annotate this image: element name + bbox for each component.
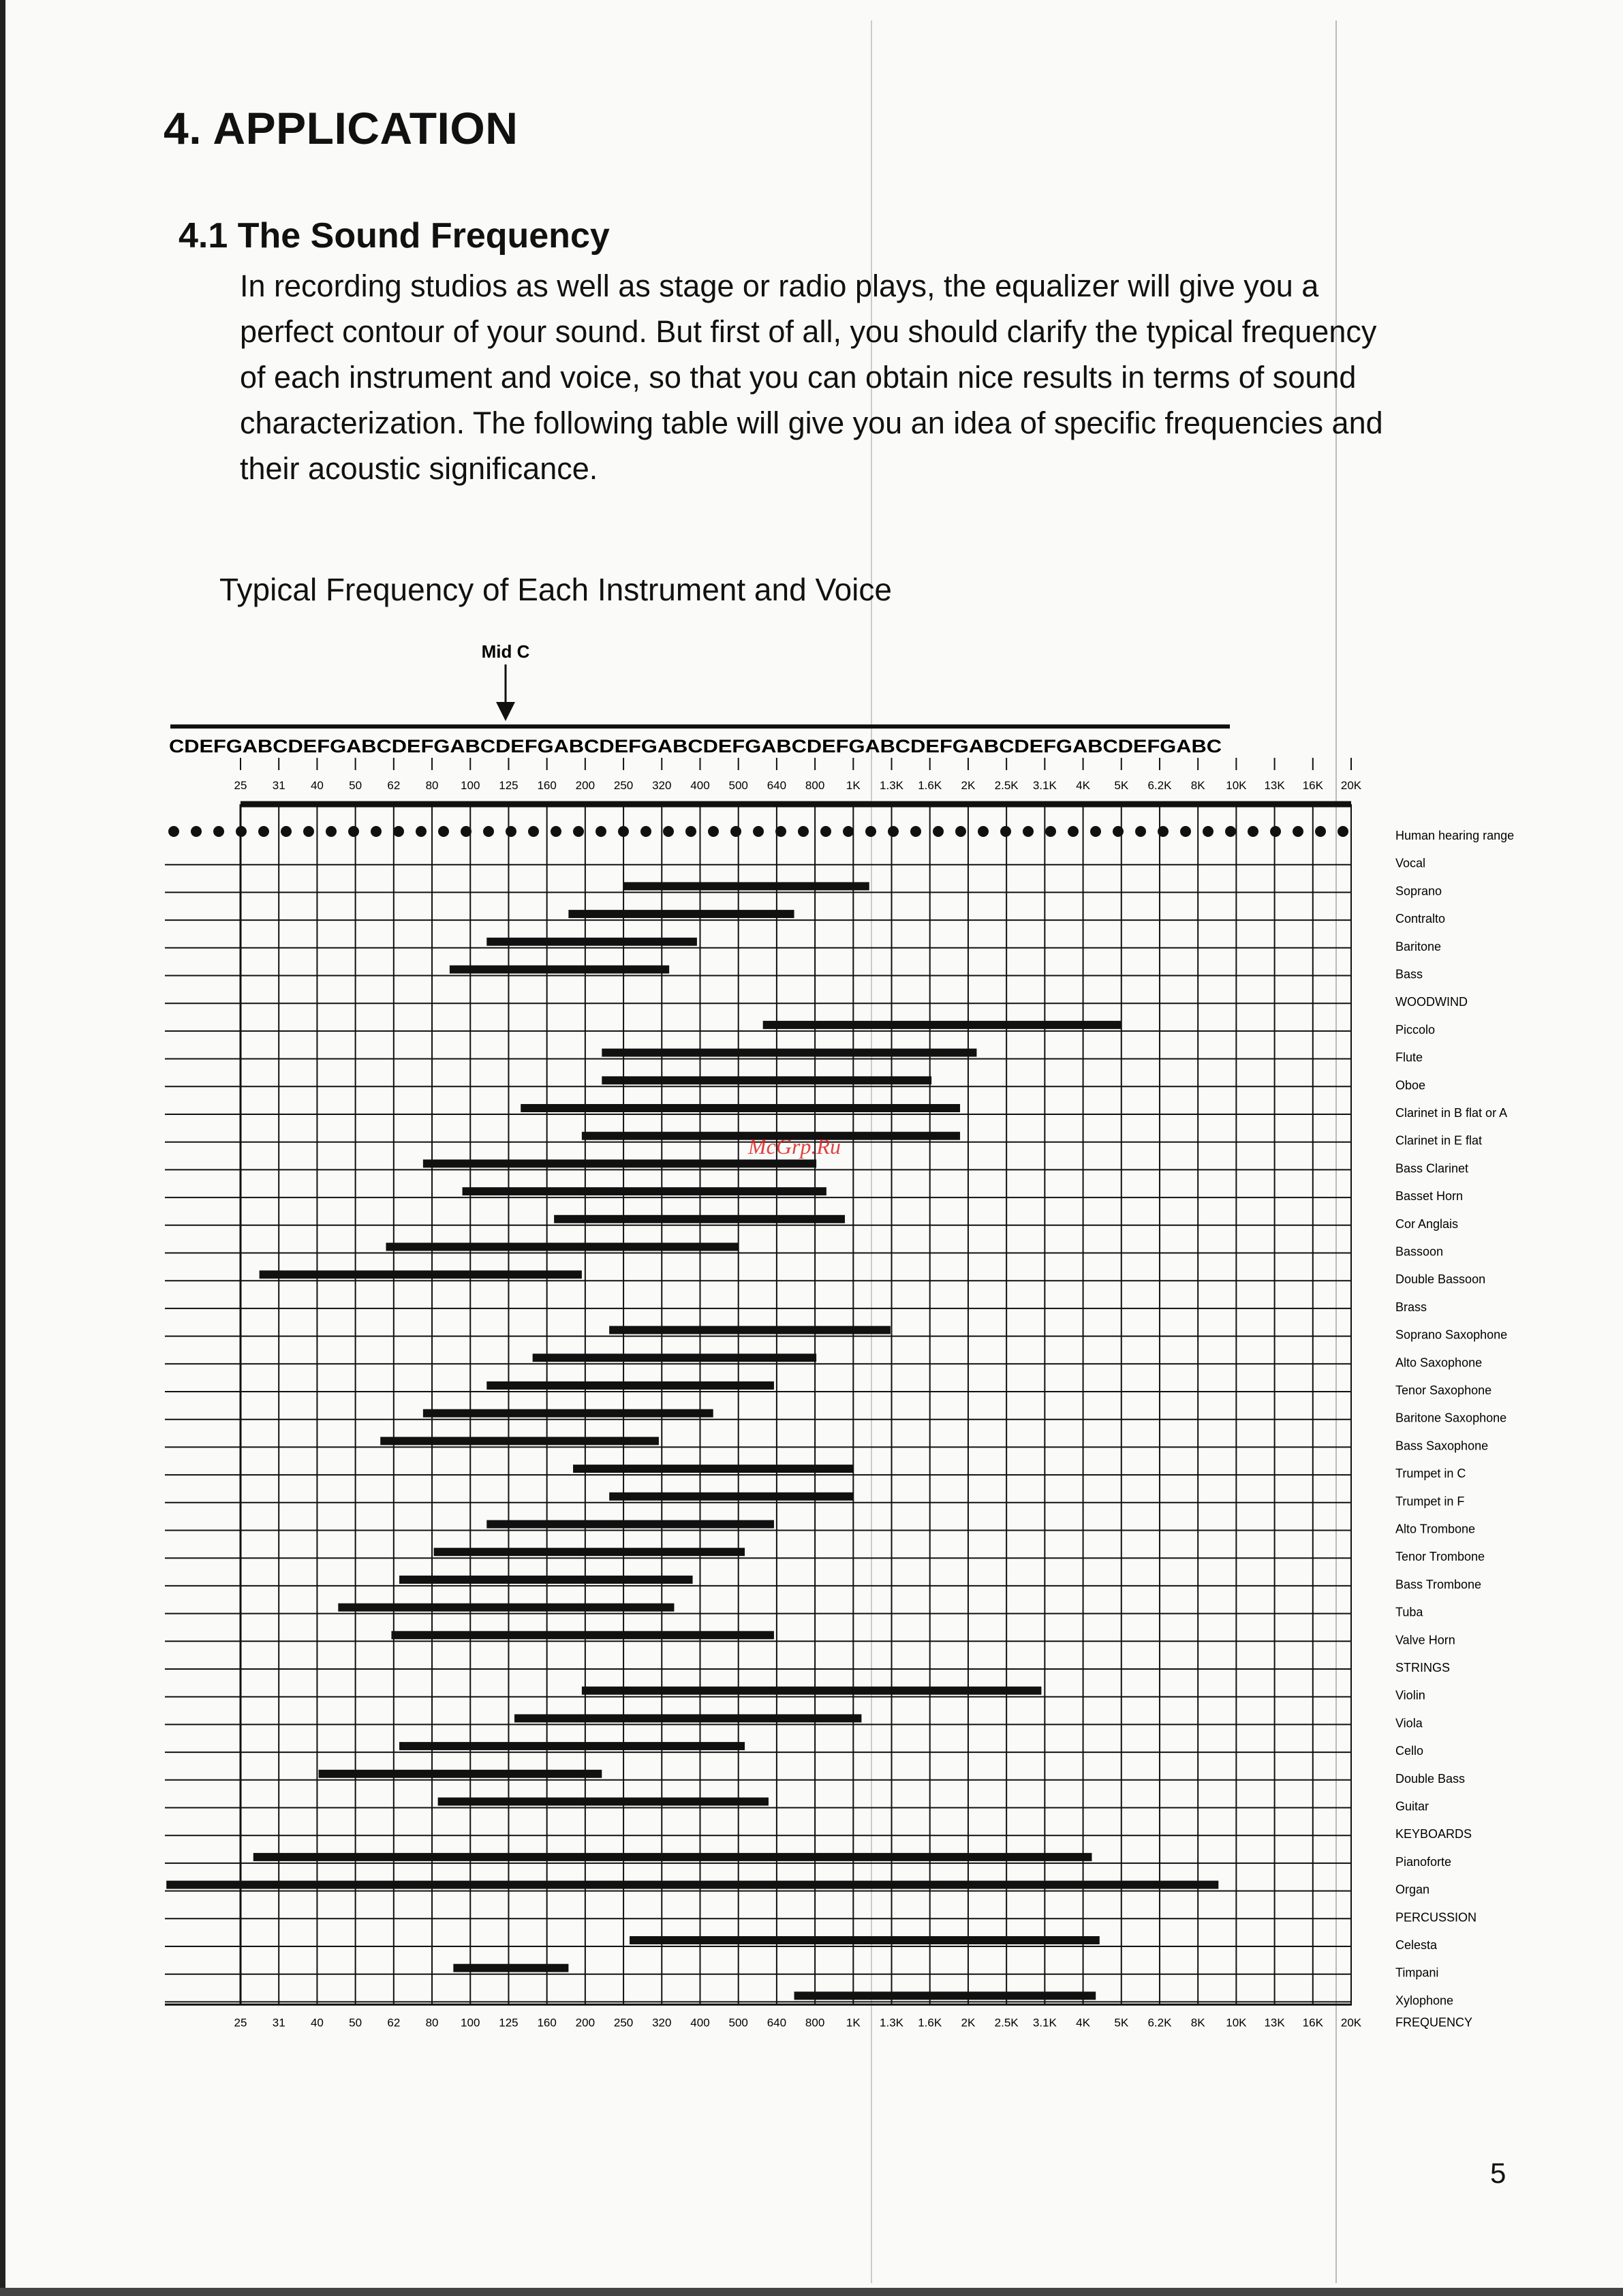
row-label: Viola xyxy=(1395,1716,1423,1730)
range-bar-bassoon xyxy=(386,1243,738,1251)
hearing-range-dot xyxy=(1068,826,1079,837)
mid-c-arrow-head xyxy=(496,702,515,721)
range-bar-double-bass xyxy=(319,1770,602,1778)
range-bar-tenor-trombone xyxy=(434,1548,745,1556)
range-bar-organ xyxy=(166,1881,1218,1889)
range-bar-clarinet-in-b-flat-or-a xyxy=(521,1104,960,1112)
row-label: Clarinet in E flat xyxy=(1395,1133,1483,1148)
top-tick-label: 31 xyxy=(272,779,285,792)
hearing-range-dot xyxy=(640,826,651,837)
top-tick-label: 4K xyxy=(1076,779,1090,792)
subsection-heading: 4.1 The Sound Frequency xyxy=(179,216,610,256)
bottom-tick-label: 500 xyxy=(728,2016,748,2030)
range-bar-bass xyxy=(450,966,669,974)
hearing-range-dot xyxy=(955,826,966,837)
hearing-range-dot xyxy=(933,826,944,837)
top-tick-label: 1.6K xyxy=(918,779,942,792)
row-label: Bass Saxophone xyxy=(1395,1439,1489,1453)
hearing-range-dot xyxy=(326,826,337,837)
range-bar-double-bassoon xyxy=(260,1270,582,1279)
bottom-tick-label: 20K xyxy=(1340,2016,1362,2030)
hearing-range-dot xyxy=(1315,826,1326,837)
hearing-range-dot xyxy=(236,826,247,837)
row-label: Clarinet in B flat or A xyxy=(1395,1106,1508,1120)
bottom-tick-label: 200 xyxy=(575,2016,596,2030)
hearing-range-dot xyxy=(1045,826,1056,837)
row-label: Bass xyxy=(1395,967,1423,981)
hearing-range-dot xyxy=(461,826,472,837)
top-tick-label: 40 xyxy=(310,779,324,792)
top-tick-label: 2.5K xyxy=(994,779,1019,792)
hearing-range-dot xyxy=(416,826,427,837)
note-letters: CDEFGABCDEFGABCDEFGABCDEFGABCDEFGABCDEFGABCDEFGABCDEFGABCDEFGABCDEFGABC xyxy=(169,736,1222,756)
bottom-tick-label: 1K xyxy=(846,2016,861,2030)
bottom-tick-label: 8K xyxy=(1190,2016,1205,2030)
paragraph-line: In recording studios as well as stage or radio plays, the equalizer will give you a xyxy=(240,269,1319,303)
hearing-range-dot xyxy=(281,826,292,837)
chart-title: Typical Frequency of Each Instrument and Voice xyxy=(219,572,892,607)
hearing-range-dot xyxy=(910,826,921,837)
section-heading: 4. APPLICATION xyxy=(164,103,519,153)
hearing-range-dot xyxy=(258,826,269,837)
top-tick-label: 1K xyxy=(846,779,861,792)
range-bar-alto-trombone xyxy=(486,1520,774,1529)
hearing-range-dot xyxy=(191,826,202,837)
row-label: Contralto xyxy=(1395,912,1446,926)
bottom-tick-label: 3.1K xyxy=(1032,2016,1057,2030)
top-tick-label: 125 xyxy=(499,779,519,792)
hearing-range-dot xyxy=(1270,826,1281,837)
bottom-tick-label: 5K xyxy=(1114,2016,1129,2030)
bottom-tick-label: 800 xyxy=(805,2016,825,2030)
mid-c-label: Mid C xyxy=(481,641,530,662)
row-label: Oboe xyxy=(1395,1078,1426,1092)
hearing-range-dot xyxy=(1293,826,1303,837)
range-bar-xylophone xyxy=(794,1991,1096,2000)
row-label: Xylophone xyxy=(1395,1993,1454,2008)
hearing-range-dot xyxy=(978,826,989,837)
bottom-tick-label: 16K xyxy=(1302,2016,1323,2030)
row-label: Organ xyxy=(1395,1882,1430,1897)
hearing-range-dot xyxy=(888,826,899,837)
hearing-range-dot xyxy=(1180,826,1191,837)
row-label: Soprano Saxophone xyxy=(1395,1328,1508,1342)
hearing-range-dot xyxy=(1248,826,1258,837)
range-bar-viola xyxy=(514,1714,861,1722)
hearing-range-dot xyxy=(1338,826,1348,837)
range-bar-baritone xyxy=(486,938,697,946)
row-label: Double Bass xyxy=(1395,1771,1466,1786)
bottom-tick-label: 13K xyxy=(1264,2016,1285,2030)
top-tick-label: 62 xyxy=(387,779,401,792)
hearing-range-dot xyxy=(663,826,674,837)
range-bar-violin xyxy=(582,1687,1042,1695)
hearing-range-dot xyxy=(348,826,359,837)
paragraph-line: perfect contour of your sound. But first of all, you should clarify the typical frequency xyxy=(240,314,1377,349)
range-bar-oboe xyxy=(602,1076,931,1084)
row-label: Tenor Trombone xyxy=(1395,1550,1485,1564)
range-bar-cor-anglais xyxy=(554,1215,845,1223)
range-bar-piccolo xyxy=(763,1021,1121,1029)
bottom-tick-label: 6.2K xyxy=(1147,2016,1172,2030)
range-bar-baritone-saxophone xyxy=(423,1409,713,1418)
range-bar-tuba xyxy=(338,1604,674,1612)
row-label: Vocal xyxy=(1395,856,1426,870)
bottom-tick-label: 320 xyxy=(652,2016,672,2030)
hearing-range-dot xyxy=(843,826,854,837)
range-bar-timpani xyxy=(453,1964,568,1972)
top-tick-label: 20K xyxy=(1340,779,1362,792)
bottom-tick-label: 31 xyxy=(272,2016,285,2030)
top-tick-label: 500 xyxy=(728,779,748,792)
hearing-range-dot xyxy=(820,826,831,837)
hearing-range-dot xyxy=(528,826,539,837)
hearing-range-dot xyxy=(708,826,719,837)
range-bar-tenor-saxophone xyxy=(486,1381,774,1390)
row-label: Bass Clarinet xyxy=(1395,1161,1469,1176)
range-bar-cello xyxy=(399,1742,745,1750)
row-label: WOODWIND xyxy=(1395,995,1468,1009)
top-tick-label: 200 xyxy=(575,779,596,792)
row-label: Pianoforte xyxy=(1395,1854,1452,1869)
bottom-tick-label: 125 xyxy=(499,2016,519,2030)
top-tick-label: 400 xyxy=(690,779,710,792)
hearing-range-dot xyxy=(168,826,179,837)
bottom-tick-label: 80 xyxy=(425,2016,439,2030)
row-label: Trumpet in F xyxy=(1395,1494,1465,1508)
row-label: Trumpet in C xyxy=(1395,1467,1466,1481)
range-bar-trumpet-in-c xyxy=(573,1465,853,1473)
row-label: Baritone xyxy=(1395,939,1442,953)
range-bar-alto-saxophone xyxy=(533,1353,816,1362)
watermark: McGrp.Ru xyxy=(748,1134,841,1159)
row-label: KEYBOARDS xyxy=(1395,1827,1472,1841)
hearing-range-dot xyxy=(775,826,786,837)
hearing-range-dot xyxy=(730,826,741,837)
range-bar-valve-horn xyxy=(391,1631,773,1639)
top-tick-label: 16K xyxy=(1302,779,1323,792)
bottom-tick-label: 250 xyxy=(613,2016,634,2030)
bottom-tick-label: 62 xyxy=(387,2016,401,2030)
top-tick-label: 6.2K xyxy=(1147,779,1172,792)
bottom-tick-label: 50 xyxy=(349,2016,362,2030)
paragraph-line: their acoustic significance. xyxy=(240,451,598,486)
row-label: Tuba xyxy=(1395,1605,1423,1619)
top-tick-label: 160 xyxy=(537,779,557,792)
bottom-tick-label: 1.6K xyxy=(918,2016,942,2030)
bottom-tick-label: 10K xyxy=(1226,2016,1247,2030)
top-tick-label: 80 xyxy=(425,779,439,792)
range-bar-pianoforte xyxy=(253,1853,1092,1861)
paragraph-line: characterization. The following table will give you an idea of specific frequencies and xyxy=(240,405,1383,440)
range-bar-guitar xyxy=(438,1798,769,1806)
hearing-range-dot xyxy=(1203,826,1214,837)
row-label: Guitar xyxy=(1395,1799,1429,1813)
hearing-range-dot xyxy=(1225,826,1236,837)
top-tick-label: 2K xyxy=(961,779,976,792)
row-label: Timpani xyxy=(1395,1965,1439,1980)
row-label: Baritone Saxophone xyxy=(1395,1411,1507,1425)
hearing-range-dot xyxy=(596,826,606,837)
hearing-range-dot xyxy=(865,826,876,837)
row-label: Valve Horn xyxy=(1395,1633,1455,1647)
hearing-range-dot xyxy=(1135,826,1146,837)
top-tick-label: 8K xyxy=(1190,779,1205,792)
range-bar-contralto xyxy=(568,910,794,918)
bottom-tick-label: 1.3K xyxy=(880,2016,904,2030)
bottom-tick-label: 640 xyxy=(767,2016,787,2030)
hearing-range-dot xyxy=(685,826,696,837)
row-label: Violin xyxy=(1395,1688,1425,1702)
hearing-range-dot xyxy=(393,826,404,837)
bottom-tick-label: 2.5K xyxy=(994,2016,1019,2030)
top-tick-label: 250 xyxy=(613,779,634,792)
row-label: Alto Trombone xyxy=(1395,1522,1476,1536)
bottom-tick-label: 25 xyxy=(234,2016,247,2030)
paragraph-line: of each instrument and voice, so that you can obtain nice results in terms of sound xyxy=(240,360,1357,395)
row-label: Bass Trombone xyxy=(1395,1577,1482,1591)
top-tick-label: 50 xyxy=(349,779,362,792)
row-label: Double Bassoon xyxy=(1395,1272,1486,1287)
hearing-range-dot xyxy=(506,826,516,837)
row-label: Human hearing range xyxy=(1395,829,1515,842)
hearing-range-dot xyxy=(1090,826,1101,837)
top-tick-label: 25 xyxy=(234,779,247,792)
x-axis-label: FREQUENCY xyxy=(1395,2015,1473,2030)
range-bar-flute xyxy=(602,1049,976,1057)
hearing-range-dot xyxy=(303,826,314,837)
top-tick-label: 1.3K xyxy=(880,779,904,792)
top-tick-label: 100 xyxy=(461,779,480,792)
range-bar-trumpet-in-f xyxy=(609,1493,853,1501)
hearing-range-dot xyxy=(438,826,449,837)
hearing-range-dot xyxy=(618,826,629,837)
row-label: Alto Saxophone xyxy=(1395,1356,1483,1370)
row-label: STRINGS xyxy=(1395,1661,1451,1674)
hearing-range-dot xyxy=(371,826,382,837)
row-label: Flute xyxy=(1395,1050,1423,1065)
top-tick-label: 10K xyxy=(1226,779,1247,792)
hearing-range-dot xyxy=(798,826,809,837)
range-bar-celesta xyxy=(630,1936,1100,1944)
range-bar-bass-trombone xyxy=(399,1576,693,1584)
hearing-range-dot xyxy=(573,826,584,837)
hearing-range-dot xyxy=(1000,826,1011,837)
row-label: Cor Anglais xyxy=(1395,1216,1459,1231)
range-bar-basset-horn xyxy=(463,1187,826,1195)
top-tick-label: 640 xyxy=(767,779,787,792)
bottom-tick-label: 100 xyxy=(461,2016,480,2030)
top-tick-label: 3.1K xyxy=(1032,779,1057,792)
row-label: Cello xyxy=(1395,1744,1424,1758)
top-tick-label: 13K xyxy=(1264,779,1285,792)
hearing-range-dot xyxy=(213,826,224,837)
row-label: Piccolo xyxy=(1395,1022,1436,1037)
page-number: 5 xyxy=(1490,2157,1506,2189)
scan-bottom-edge xyxy=(0,2288,1623,2296)
bottom-tick-label: 2K xyxy=(961,2016,976,2030)
range-bar-soprano-saxophone xyxy=(609,1326,891,1334)
bottom-tick-label: 400 xyxy=(690,2016,710,2030)
bottom-tick-label: 160 xyxy=(537,2016,557,2030)
hearing-range-dot xyxy=(483,826,494,837)
row-label: Soprano xyxy=(1395,884,1442,898)
hearing-range-dot xyxy=(551,826,561,837)
bottom-tick-label: 4K xyxy=(1076,2016,1090,2030)
top-tick-label: 5K xyxy=(1114,779,1129,792)
hearing-range-dot xyxy=(1158,826,1169,837)
range-bar-bass-saxophone xyxy=(380,1437,659,1445)
range-bar-soprano xyxy=(623,882,869,890)
row-label: Tenor Saxophone xyxy=(1395,1383,1492,1397)
top-tick-label: 800 xyxy=(805,779,825,792)
hearing-range-dot xyxy=(753,826,764,837)
row-label: Brass xyxy=(1395,1300,1427,1314)
top-tick-label: 320 xyxy=(652,779,672,792)
range-bar-bass-clarinet xyxy=(423,1159,816,1167)
row-label: PERCUSSION xyxy=(1395,1910,1477,1925)
hearing-range-dot xyxy=(1023,826,1034,837)
row-label: Celesta xyxy=(1395,1938,1438,1952)
row-label: Basset Horn xyxy=(1395,1189,1464,1204)
hearing-range-dot xyxy=(1113,826,1124,837)
bottom-tick-label: 40 xyxy=(310,2016,324,2030)
row-label: Bassoon xyxy=(1395,1244,1444,1259)
